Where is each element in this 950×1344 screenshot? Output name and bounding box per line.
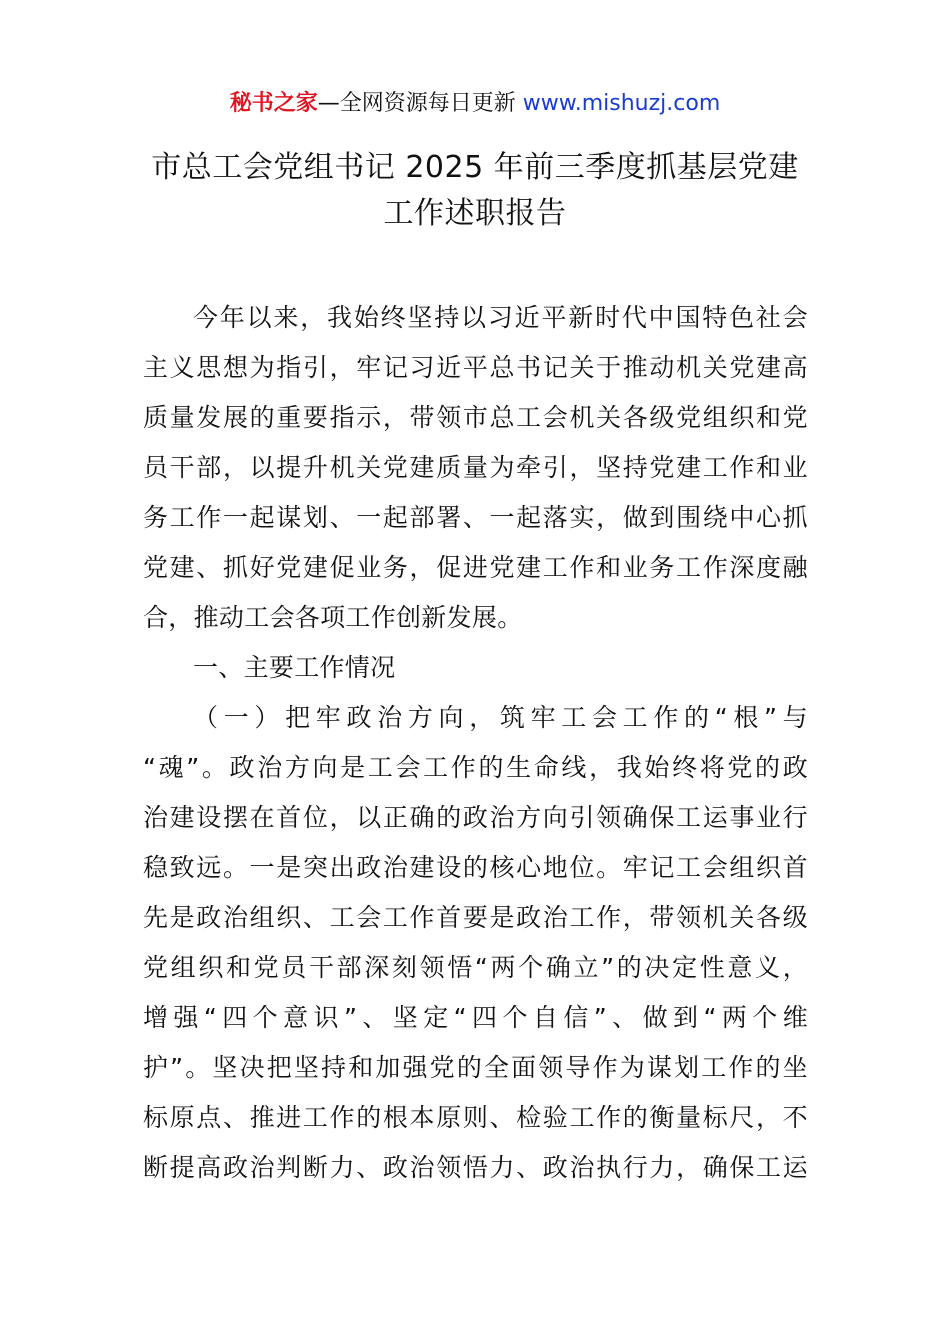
document-body [143, 293, 808, 1193]
paragraph-line: 增强“四个意识”、坚定“四个自信”、做到“两个维 [143, 1003, 808, 1032]
paragraph-line: “魂”。政治方向是工会工作的生命线，我始终将党的政 [143, 753, 808, 782]
paragraph-line: 稳致远。一是突出政治建设的核心地位。牢记工会组织首 [143, 853, 808, 882]
title-line: 工作述职报告 [383, 196, 567, 231]
paragraph-line: 今年以来，我始终坚持以习近平新时代中国特色社会 [193, 303, 808, 332]
paragraph-line: 党组织和党员干部深刻领悟“两个确立”的决定性意义， [143, 953, 808, 982]
paragraph-line: 断提高政治判断力、政治领悟力、政治执行力，确保工运 [143, 1153, 808, 1182]
title-line: 市总工会党组书记 2025 年前三季度抓基层党建 [151, 150, 799, 185]
site-url-link[interactable]: www.mishuzj.com [522, 91, 721, 116]
paragraph-line: 主义思想为指引，牢记习近平总书记关于推动机关党建高 [143, 353, 808, 382]
paragraph-line: 合，推动工会各项工作创新发展。 [143, 603, 523, 632]
header-tagline: —全网资源每日更新 [317, 91, 516, 116]
paragraph-line: 护”。坚决把坚持和加强党的全面领导作为谋划工作的坐 [143, 1053, 808, 1082]
subsection-heading: （一）把牢政治方向，筑牢工会工作的“根”与 [193, 703, 808, 732]
paragraph-line: 党建、抓好党建促业务，促进党建工作和业务工作深度融 [143, 553, 808, 582]
section-heading: 一、主要工作情况 [193, 653, 396, 682]
paragraph-line: 务工作一起谋划、一起部署、一起落实，做到围绕中心抓 [143, 503, 808, 532]
document-title [130, 145, 820, 237]
site-header [0, 86, 950, 122]
paragraph-line: 先是政治组织、工会工作首要是政治工作，带领机关各级 [143, 903, 808, 932]
paragraph-line: 员干部，以提升机关党建质量为牵引，坚持党建工作和业 [143, 453, 808, 482]
brand-name: 秘书之家 [229, 91, 318, 116]
paragraph-line: 治建设摆在首位，以正确的政治方向引领确保工运事业行 [143, 803, 808, 832]
paragraph-line: 质量发展的重要指示，带领市总工会机关各级党组织和党 [143, 403, 808, 432]
paragraph-line: 标原点、推进工作的根本原则、检验工作的衡量标尺，不 [143, 1103, 808, 1132]
